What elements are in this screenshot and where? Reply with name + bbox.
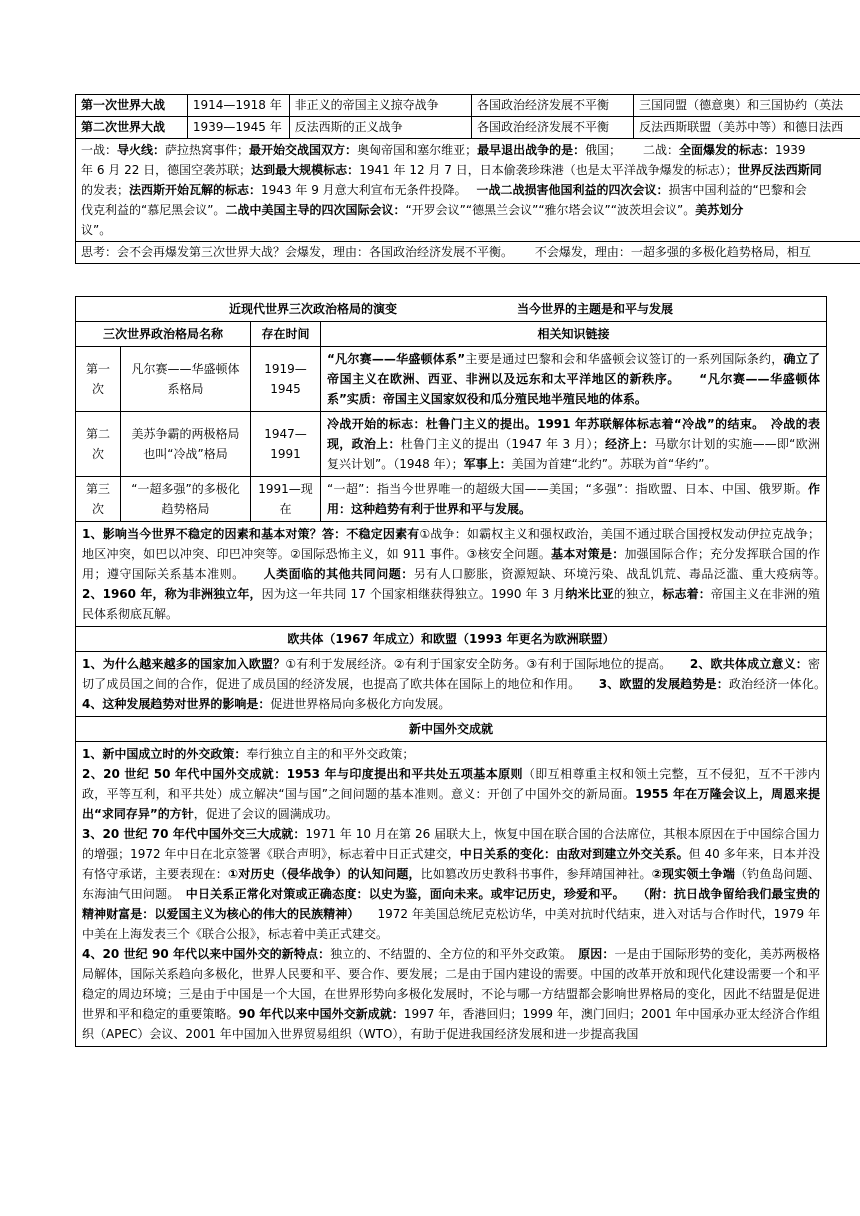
pattern-time: 1947—1991	[251, 412, 321, 477]
war-cause: 各国政治经济发展不平衡	[471, 95, 633, 117]
think-question: 思考：会不会再爆发第三次世界大战？会爆发，理由：各国政治经济发展不平衡。 不会爆发，理由：一超多强的多极化趋势格局，相互	[76, 242, 860, 264]
pattern-time: 1991—现在	[251, 477, 321, 522]
column-header: 存在时间	[251, 322, 321, 347]
table-row	[76, 742, 827, 1047]
pattern-order: 第三次	[76, 477, 121, 522]
war-nature: 反法西斯的正义战争	[289, 117, 471, 139]
wars-notes	[76, 139, 860, 242]
war-nature: 非正义的帝国主义掠夺战争	[289, 95, 471, 117]
pattern-order: 第一次	[76, 347, 121, 412]
war-name: 第二次世界大战	[76, 117, 188, 139]
table-row	[76, 347, 827, 412]
pattern-notes: 冷战开始的标志：杜鲁门主义的提出。1991 年苏联解体标志着“冷战”的结束。 冷战的表现，政治上：杜鲁门主义的提出（1947 年 3 月）；经济上：马歇尔计划的实施——即“欧洲复兴计划”。（1948 年）；军事上：美国为首建“北约”。苏联为首“华约”。	[321, 412, 827, 477]
table-row	[76, 652, 827, 717]
pattern-notes: “凡尔赛——华盛顿体系”主要是通过巴黎和会和华盛顿会议签订的一系列国际条约，确立了帝国主义在欧洲、西亚、非洲以及远东和太平洋地区的新秩序。 “凡尔赛——华盛顿体系”实质：帝国主义国家奴役和瓜分殖民地半殖民地的体系。	[321, 347, 827, 412]
world-wars-table-wrapper	[75, 94, 860, 264]
world-wars-table	[75, 94, 860, 264]
political-patterns-table	[75, 296, 827, 1047]
table-row	[76, 95, 860, 117]
column-header: 相关知识链接	[321, 322, 827, 347]
war-time: 1939—1945 年	[187, 117, 289, 139]
pattern-name: 凡尔赛——华盛顿体系格局	[121, 347, 251, 412]
table-row	[76, 242, 860, 264]
table-row	[76, 297, 827, 322]
table-row	[76, 627, 827, 652]
table-row	[76, 717, 827, 742]
wars-notes-text: 一战：导火线：萨拉热窝事件；最开始交战国双方：奥匈帝国和塞尔维亚；最早退出战争的是：俄国； 二战：全面爆发的标志：1939 年 6 月 22 日，德国空袭苏联；达到最大规模标志：1941 年 12 月 7 日，日本偷袭珍珠港（也是太平洋战争爆发的标志）；世界反法西斯同 的发表；法西斯开始瓦解的标志：1943 年 9 月意大利宣布无条件投降。 一战二战损害他国利益的四次会议：损害中国利益的“巴黎和会 伐克利益的“慕尼黑会议”。二战中美国主导的四次国际会议：“开罗会议”“德黑兰会议”“雅尔塔会议”“波茨坦会议”。美苏划分 议”。	[81, 143, 822, 237]
pattern-notes: “一超”：指当今世界唯一的超级大国——美国；“多强”：指欧盟、日本、中国、俄罗斯。作用：这种趋势有利于世界和平与发展。	[321, 477, 827, 522]
pattern-order: 第二次	[76, 412, 121, 477]
war-time: 1914—1918 年	[187, 95, 289, 117]
instability-section: 1、影响当今世界不稳定的因素和基本对策？答：不稳定因素有①战争：如霸权主义和强权政治，美国不通过联合国授权发动伊拉克战争；地区冲突，如巴以冲突、印巴冲突等。②国际恐怖主义，如 911 事件。③核安全问题。基本对策是：加强国际合作；充分发挥联合国的作用；遵守国际关系基本准则。 人类面临的其他共同问题：另有人口膨胀，资源短缺、环境污染、战乱饥荒、毒品泛滥、重大疫病等。 2、1960 年，称为非洲独立年，因为这一年共同 17 个国家相继获得独立。1990 年 3 月纳米比亚的独立，标志着：帝国主义在非洲的殖民体系彻底瓦解。	[76, 522, 827, 627]
table-row	[76, 117, 860, 139]
china-diplomacy-title: 新中国外交成就	[76, 717, 827, 742]
pattern-name: “一超多强”的多极化趋势格局	[121, 477, 251, 522]
section-title: 近现代世界三次政治格局的演变 当今世界的主题是和平与发展	[76, 297, 827, 322]
table-row	[76, 139, 860, 242]
china-diplomacy-section: 1、新中国成立时的外交政策：奉行独立自主的和平外交政策； 2、20 世纪 50 年代中国外交成就：1953 年与印度提出和平共处五项基本原则（即互相尊重主权和领土完整，互不侵犯，互不干涉内政，平等互利，和平共处）成立解决“国与国”之间问题的基本准则。意义：开创了中国外交的新局面。1955 年在万隆会议上，周恩来提出“求同存异”的方针，促进了会议的圆满成功。 3、20 世纪 70 年代中国外交三大成就：1971 年 10 月在第 26 届联大上，恢复中国在联合国的合法席位，其根本原因在于中国综合国力的增强；1972 年中日在北京签署《联合声明》，标志着中日正式建交，中日关系的变化：由敌对到建立外交关系。但 40 多年来，日本并没有恪守承诺，主要表现在：①对历史（侵华战争）的认知问题，比如篡改历史教科书事件，参拜靖国神社。②现实领土争端（钓鱼岛问题、东海油气田问题。 中日关系正常化对策或正确态度：以史为鉴，面向未来。或牢记历史，珍爱和平。 （附：抗日战争留给我们最宝贵的精神财富是：以爱国主义为核心的伟大的民族精神） 1972 年美国总统尼克松访华，中美对抗时代结束，进入对话与合作时代，1979 年中美在上海发表三个《联合公报》，标志着中美正式建交。 4、20 世纪 90 年代以来中国外交的新特点：独立的、不结盟的、全方位的和平外交政策。 原因：一是由于国际形势的变化，美苏两极格局解体，国际关系趋向多极化，世界人民要和平、要合作、要发展；二是由于国内建设的需要。中国的改革开放和现代化建设需要一个和平稳定的周边环境；三是由于中国是一个大国，在世界形势向多极化发展时，不论与哪一方结盟都会影响世界格局的变化，因此不结盟是促进世界和平和稳定的重要策略。90 年代以来中国外交新成就：1997 年，香港回归；1999 年，澳门回归；2001 年中国承办亚太经济合作组织（APEC）会议、2001 年中国加入世界贸易组织（WTO），有助于促进我国经济发展和进一步提高我国	[76, 742, 827, 1047]
pattern-name: 美苏争霸的两极格局 也叫“冷战”格局	[121, 412, 251, 477]
war-cause: 各国政治经济发展不平衡	[471, 117, 633, 139]
column-header: 三次世界政治格局名称	[76, 322, 251, 347]
war-name: 第一次世界大战	[76, 95, 188, 117]
eu-title: 欧共体（1967 年成立）和欧盟（1993 年更名为欧洲联盟）	[76, 627, 827, 652]
war-sides: 反法西斯联盟（美苏中等）和德日法西	[634, 117, 860, 139]
war-sides: 三国同盟（德意奥）和三国协约（英法	[634, 95, 860, 117]
table-row	[76, 412, 827, 477]
pattern-time: 1919—1945	[251, 347, 321, 412]
table-row	[76, 477, 827, 522]
table-header-row	[76, 322, 827, 347]
table-row	[76, 522, 827, 627]
eu-section: 1、为什么越来越多的国家加入欧盟？①有利于发展经济。②有利于国家安全防务。③有利于国际地位的提高。 2、欧共体成立意义：密切了成员国之间的合作，促进了成员国的经济发展，也提高了欧共体在国际上的地位和作用。 3、欧盟的发展趋势是：政治经济一体化。 4、这种发展趋势对世界的影响是：促进世界格局向多极化方向发展。	[76, 652, 827, 717]
